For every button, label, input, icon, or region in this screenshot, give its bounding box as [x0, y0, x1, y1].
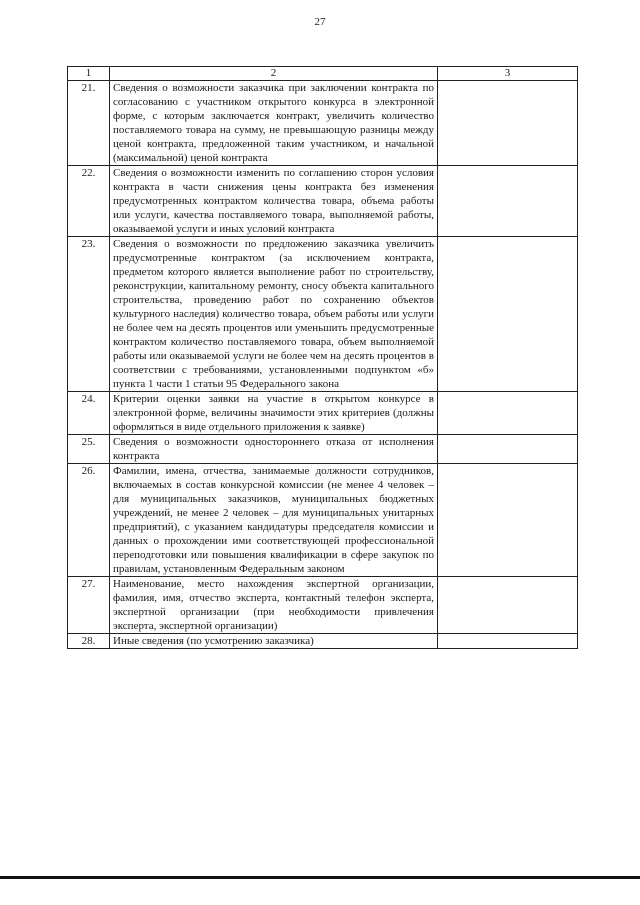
table-row [68, 435, 578, 464]
table-row [68, 577, 578, 634]
row-value-cell[interactable] [438, 435, 578, 464]
row-description: Фамилии, имена, отчества, занимаемые должности сотрудников, включаемых в состав конкурсной комиссии (не менее 4 человек – для муниципальных заказчиков, муниципальных бюджетных учреждений, не менее 2 человек – для муниципальных унитарных предприятий), с указанием кандидатуры председателя комиссии и данных о прохождении ими соответствующей профессиональной переподготовки или повышения квалификации в сфере закупок по правилам, установленным Федеральным законом [110, 464, 438, 577]
page-number: 27 [314, 16, 326, 28]
row-value-cell[interactable] [438, 166, 578, 237]
row-number: 21. [68, 81, 110, 166]
row-number: 27. [68, 577, 110, 634]
table-row [68, 392, 578, 435]
row-number: 28. [68, 634, 110, 649]
table-row [68, 166, 578, 237]
row-number: 26. [68, 464, 110, 577]
column-header-description: 2 [110, 67, 438, 81]
column-header-number: 1 [68, 67, 110, 81]
row-number: 25. [68, 435, 110, 464]
table-row [68, 464, 578, 577]
page-bottom-divider [0, 876, 640, 879]
row-description: Наименование, место нахождения экспертной организации, фамилия, имя, отчество эксперта, контактный телефон эксперта, экспертной организации (при необходимости привлечения эксперта, экспертной организации) [110, 577, 438, 634]
requirements-table [67, 66, 578, 649]
row-description: Сведения о возможности заказчика при заключении контракта по согласованию с участником открытого конкурса в электронной форме, с которым заключается контракт, увеличить количество поставляемого товара на сумму, не превышающую разницы между ценой контракта, предложенной таким участником, и начальной (максимальной) ценой контракта [110, 81, 438, 166]
row-value-cell[interactable] [438, 81, 578, 166]
row-description: Критерии оценки заявки на участие в открытом конкурсе в электронной форме, величины значимости этих критериев (должны оформляться в виде отдельного приложения к заявке) [110, 392, 438, 435]
table-row [68, 237, 578, 392]
row-number: 22. [68, 166, 110, 237]
column-header-value: 3 [438, 67, 578, 81]
table-header-row [68, 67, 578, 81]
row-description: Сведения о возможности одностороннего отказа от исполнения контракта [110, 435, 438, 464]
row-number: 24. [68, 392, 110, 435]
row-description: Иные сведения (по усмотрению заказчика) [110, 634, 438, 649]
row-value-cell[interactable] [438, 577, 578, 634]
row-description: Сведения о возможности изменить по соглашению сторон условия контракта в части снижения цены контракта без изменения предусмотренных контрактом количества товара, объема работы или услуги, качества поставляемого товара, выполняемой работы, оказываемой услуги и иных условий контракта [110, 166, 438, 237]
row-value-cell[interactable] [438, 392, 578, 435]
table-row [68, 81, 578, 166]
row-value-cell[interactable] [438, 634, 578, 649]
row-number: 23. [68, 237, 110, 392]
row-description: Сведения о возможности по предложению заказчика увеличить предусмотренные контрактом (за исключением контракта, предметом которого является выполнение работ по строительству, реконструкции, капитальному ремонту, сносу объекта капитального строительства, проведению работ по сохранению объектов культурного наследия) количество товара, объем работы или услуги не более чем на десять процентов или уменьшить предусмотренные контрактом количество поставляемого товара, объем выполняемой работы или оказываемой услуги не более чем на десять процентов в соответствии с требованиями, установленными подпунктом «б» пункта 1 части 1 статьи 95 Федерального закона [110, 237, 438, 392]
table-row [68, 634, 578, 649]
row-value-cell[interactable] [438, 464, 578, 577]
row-value-cell[interactable] [438, 237, 578, 392]
